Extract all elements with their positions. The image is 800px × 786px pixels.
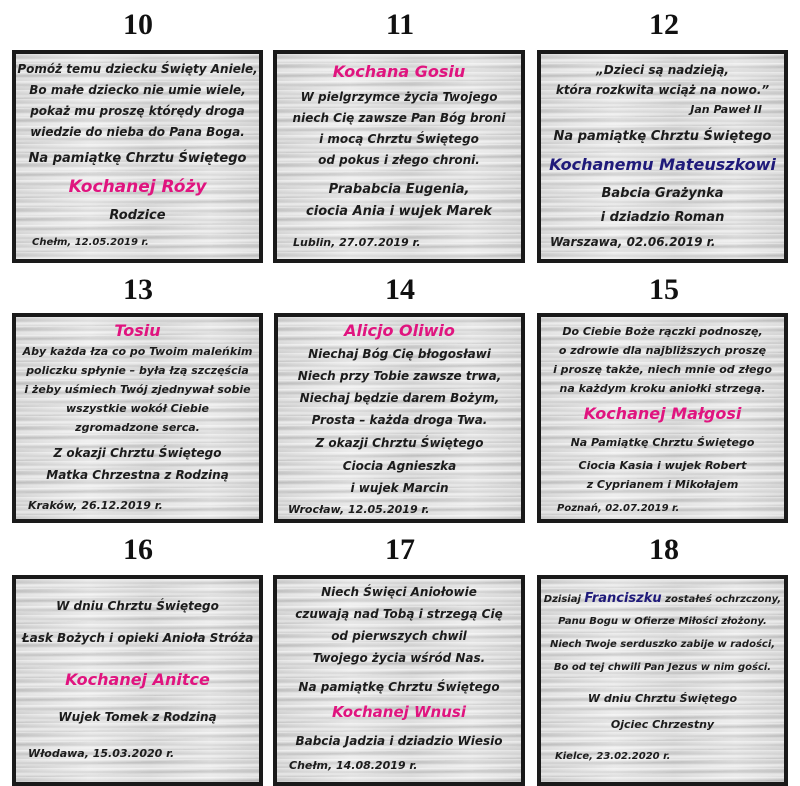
plaque-number: 14 (385, 273, 415, 306)
recipient-name: Tosiu (114, 321, 161, 340)
recipient-name: Kochanej Wnusi (332, 703, 466, 721)
dedication-line: W dniu Chrztu Świętego (587, 692, 738, 705)
plaque-17-plate (273, 575, 525, 786)
verse-line: czuwają nad Tobą i strzegą Cię (295, 607, 503, 621)
recipient-name: Kochanej Róży (68, 177, 207, 197)
signature-line: z Cyprianem i Mikołajem (586, 478, 739, 491)
place-date: Chełm, 14.08.2019 r. (289, 759, 418, 772)
verse-line-with-name (541, 591, 784, 606)
verse-line: Niech Twoje serduszko zabije w radości, (549, 639, 776, 650)
signature-line: ciocia Ania i wujek Marek (306, 204, 492, 219)
dedication-line: Na Pamiątkę Chrztu Świętego (570, 436, 755, 449)
quote-line: która rozkwita wciąż na nowo.” (555, 83, 770, 97)
verse-line: od pokus i złego chroni. (318, 153, 480, 167)
place-date: Poznań, 02.07.2019 r. (557, 503, 680, 514)
signature-line: Rodzice (109, 208, 166, 223)
verse-line: zgromadzone serca. (75, 421, 200, 434)
verse-line: Łask Bożych i opieki Anioła Stróża (21, 631, 254, 645)
verse-line: o zdrowie dla najbliższych proszę (558, 344, 767, 357)
recipient-name: Kochanej Anitce (65, 670, 210, 689)
recipient-name: Franciszku (584, 591, 662, 606)
place-date: Wrocław, 12.05.2019 r. (288, 503, 430, 516)
plaque-15-plate (537, 313, 788, 523)
verse-line: W pielgrzymce życia Twojego (300, 90, 498, 104)
recipient-name: Alicjo Oliwio (344, 321, 455, 340)
dedication-line: Z okazji Chrztu Świętego (315, 436, 484, 450)
plaque-number: 10 (123, 8, 153, 41)
plaque-12-plate (537, 50, 788, 263)
plaque-18-plate (537, 575, 788, 786)
dedication-line: Z okazji Chrztu Świętego (53, 446, 222, 460)
plaque-number: 15 (649, 273, 679, 306)
verse-line: Aby każda łza co po Twoim maleńkim (22, 345, 253, 358)
plaque-14-plate (274, 313, 525, 523)
recipient-name: Kochana Gosiu (332, 62, 466, 81)
dedication-line: W dniu Chrztu Świętego (56, 599, 219, 613)
signature-line: Ciocia Agnieszka (342, 459, 457, 473)
verse-line: na każdym kroku aniołki strzegą. (559, 382, 766, 395)
verse-line: i żeby uśmiech Twój zjednywał sobie (24, 383, 251, 396)
dedication-line: Na pamiątkę Chrztu Świętego (28, 151, 247, 166)
verse-line: Bo od tej chwili Pan Jezus w nim gości. (553, 662, 772, 673)
signature-line: Babcia Jadzia i dziadzio Wiesio (295, 734, 503, 748)
verse-line: od pierwszych chwil (331, 629, 467, 643)
verse-line: i mocą Chrztu Świętego (319, 132, 479, 146)
verse-line: Pomóż temu dziecku Święty Aniele, (17, 62, 258, 76)
signature-line: Ciocia Kasia i wujek Robert (578, 459, 747, 472)
place-date: Warszawa, 02.06.2019 r. (550, 235, 716, 249)
recipient-name: Kochanej Małgosi (583, 404, 742, 423)
dedication-line: Na pamiątkę Chrztu Świętego (553, 129, 772, 144)
plaque-number: 17 (385, 533, 415, 566)
plaque-number: 13 (123, 273, 153, 306)
place-date: Lublin, 27.07.2019 r. (293, 236, 421, 249)
verse-line: pokaż mu proszę którędy droga (30, 104, 245, 118)
place-date: Włodawa, 15.03.2020 r. (28, 747, 175, 760)
plaque-number: 11 (385, 8, 415, 41)
signature-line: Ojciec Chrzestny (610, 718, 715, 731)
quote-author: Jan Paweł II (690, 103, 762, 116)
verse-line: Bo małe dziecko nie umie wiele, (29, 83, 246, 97)
verse-line: i proszę także, niech mnie od złego (553, 363, 772, 376)
plaque-number: 18 (649, 533, 679, 566)
place-date: Chełm, 12.05.2019 r. (32, 237, 149, 248)
signature-line: Matka Chrzestna z Rodziną (46, 468, 229, 482)
verse-line: wiedzie do nieba do Pana Boga. (30, 125, 245, 139)
signature-line: Wujek Tomek z Rodziną (58, 710, 217, 724)
verse-line: Do Ciebie Boże rączki podnoszę, (562, 325, 763, 338)
recipient-name: Kochanemu Mateuszkowi (549, 155, 776, 174)
place-date: Kraków, 26.12.2019 r. (28, 499, 163, 512)
place-date: Kielce, 23.02.2020 r. (555, 751, 671, 762)
verse-line: Niech Święci Aniołowie (321, 585, 477, 599)
verse-line: niech Cię zawsze Pan Bóg broni (292, 111, 506, 125)
verse-text: zostałeś ochrzczony, (665, 594, 782, 605)
verse-line: policzku spłynie – była łzą szczęścia (26, 364, 249, 377)
verse-line: Twojego życia wśród Nas. (312, 651, 486, 665)
signature-line: i dziadzio Roman (600, 210, 725, 225)
verse-line: Niech przy Tobie zawsze trwa, (297, 369, 502, 383)
signature-line: i wujek Marcin (350, 481, 449, 495)
verse-line: Niechaj Bóg Cię błogosławi (308, 347, 491, 361)
plaque-13-plate (12, 313, 263, 523)
quote-line: „Dzieci są nadzieją, (596, 63, 729, 77)
plaque-number: 16 (123, 533, 153, 566)
verse-line: Niechaj będzie darem Bożym, (299, 391, 500, 405)
plaque-number: 12 (649, 8, 679, 41)
verse-line: Prosta – każda droga Twa. (311, 413, 488, 427)
verse-line: wszystkie wokół Ciebie (65, 402, 210, 415)
plaque-16-plate (12, 575, 263, 786)
verse-text: Dzisiaj (543, 594, 581, 605)
verse-line: Panu Bogu w Ofierze Miłości złożony. (558, 616, 767, 627)
signature-line: Babcia Grażynka (601, 186, 724, 201)
dedication-line: Na pamiątkę Chrztu Świętego (298, 680, 500, 694)
plaque-10-plate (12, 50, 263, 263)
plaque-11-plate (273, 50, 525, 263)
signature-line: Prababcia Eugenia, (328, 182, 470, 197)
